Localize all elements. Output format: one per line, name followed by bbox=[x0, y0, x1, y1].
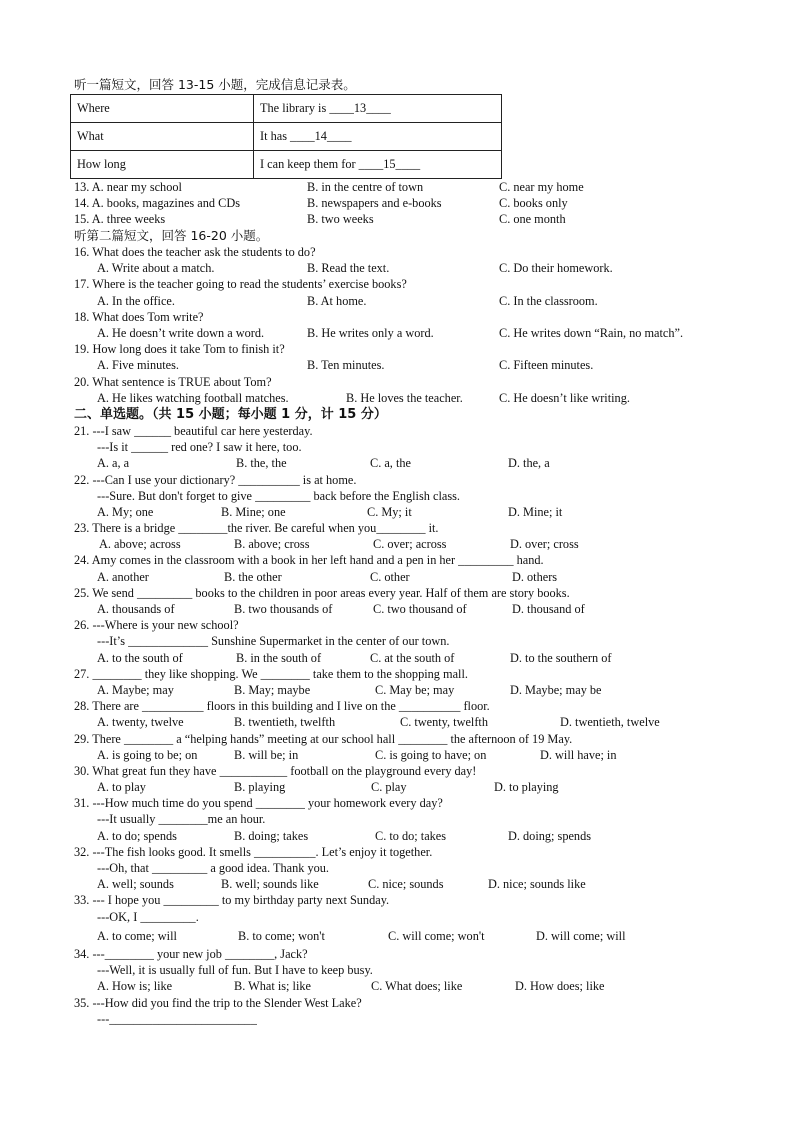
option-c: C. near my home bbox=[499, 180, 584, 194]
option-b: B. Ten minutes. bbox=[307, 358, 385, 373]
question-21-stem: 21. ---I saw ______ beautiful car here yesterday. bbox=[74, 423, 313, 438]
option-b: B. newspapers and e-books bbox=[307, 196, 442, 211]
question-17-stem: 17. Where is the teacher going to read the students’ exercise books? bbox=[74, 277, 407, 292]
question-29-options bbox=[74, 747, 734, 763]
option-c: C. two thousand of bbox=[373, 602, 467, 616]
question-31-options bbox=[74, 828, 734, 844]
option-d: D. thousand of bbox=[512, 602, 585, 616]
option-a: A. to the south of bbox=[97, 650, 183, 665]
option-a: A. Five minutes. bbox=[97, 358, 179, 373]
table-value-where: The library is ____13____ bbox=[254, 95, 502, 123]
question-35-stem: 35. ---How did you find the trip to the Slender West Lake? bbox=[74, 995, 362, 1010]
question-28-options bbox=[74, 714, 734, 730]
question-18-stem: 18. What does Tom write? bbox=[74, 309, 204, 324]
option-b: B. will be; in bbox=[234, 747, 299, 762]
question-29-stem: 29. There ________ a “helping hands” meeting at our school hall ________ the afternoon of 19 May. bbox=[74, 731, 573, 746]
option-a: A. another bbox=[97, 569, 149, 584]
option-a: A. above; across bbox=[99, 537, 181, 552]
question-13-options bbox=[74, 179, 734, 195]
option-b: B. the other bbox=[224, 569, 282, 584]
option-b: B. He writes only a word. bbox=[307, 326, 434, 340]
question-19-stem: 19. How long does it take Tom to finish it? bbox=[74, 342, 285, 357]
option-c: C. other bbox=[370, 569, 410, 584]
option-c: C. He writes down “Rain, no match”. bbox=[499, 326, 684, 340]
option-b: B. What is; like bbox=[234, 979, 311, 994]
question-26-options bbox=[74, 650, 734, 666]
question-25-stem: 25. We send _________ books to the children in poor areas every year. Half of them are story books. bbox=[74, 585, 570, 600]
question-18-options bbox=[74, 325, 734, 341]
question-23-stem: 23. There is a bridge ________the river. Be careful when you________ it. bbox=[74, 521, 439, 536]
option-a: A. Write about a match. bbox=[97, 261, 215, 276]
question-33-options bbox=[74, 928, 734, 944]
option-a: A. is going to be; on bbox=[97, 747, 198, 762]
question-25-options bbox=[74, 601, 734, 617]
option-b: B. playing bbox=[234, 780, 286, 795]
option-d: D. the, a bbox=[508, 456, 550, 471]
question-14-options bbox=[74, 195, 734, 211]
option-c: C. He doesn’t like writing. bbox=[499, 390, 630, 405]
option-c: C. over; across bbox=[373, 537, 447, 552]
option-d: D. Maybe; may be bbox=[510, 682, 602, 697]
option-b: B. in the centre of town bbox=[307, 180, 424, 194]
table-row bbox=[71, 95, 502, 123]
table-row bbox=[71, 151, 502, 179]
question-15-options bbox=[74, 211, 734, 227]
question-31-stem-2: ---It usually ________me an hour. bbox=[97, 812, 266, 827]
option-c: C. at the south of bbox=[370, 650, 455, 665]
option-a: A. a, a bbox=[97, 456, 130, 471]
option-d: D. doing; spends bbox=[508, 828, 592, 843]
question-33-stem-2: ---OK, I _________. bbox=[97, 909, 199, 924]
table-value-what: It has ____14____ bbox=[254, 123, 502, 151]
question-22-stem-2: ---Sure. But don't forget to give _________ back before the English class. bbox=[97, 488, 460, 503]
question-22-stem: 22. ---Can I use your dictionary? __________ is at home. bbox=[74, 472, 357, 487]
option-c: C. Fifteen minutes. bbox=[499, 358, 594, 373]
option-b: B. He loves the teacher. bbox=[346, 390, 463, 405]
option-d: D. to the southern of bbox=[510, 650, 612, 665]
option-a: A. Maybe; may bbox=[97, 682, 174, 697]
option-a: 15. A. three weeks bbox=[74, 212, 166, 227]
option-d: D. Mine; it bbox=[508, 504, 563, 519]
option-c: C. In the classroom. bbox=[499, 293, 598, 308]
part1-instruction: 听一篇短文，回答 13-15 小题，完成信息记录表。 bbox=[74, 77, 356, 92]
option-c: C. twenty, twelfth bbox=[400, 715, 488, 730]
option-b: B. two thousands of bbox=[234, 602, 333, 616]
option-b: B. the, the bbox=[236, 456, 287, 471]
option-a: 14. A. books, magazines and CDs bbox=[74, 196, 240, 211]
question-31-stem: 31. ---How much time do you spend ________ your homework every day? bbox=[74, 796, 443, 811]
question-17-options bbox=[74, 293, 734, 309]
option-c: C. May be; may bbox=[375, 682, 455, 697]
section-title: 二、单选题。（共 15 小题；每小题 1 分，计 15 分） bbox=[74, 406, 387, 422]
question-35-answer-line: ---________________________ bbox=[97, 1011, 257, 1026]
option-d: D. others bbox=[512, 569, 558, 584]
info-record-table bbox=[70, 94, 502, 179]
option-d: D. nice; sounds like bbox=[488, 877, 586, 892]
option-b: B. Read the text. bbox=[307, 261, 390, 276]
question-26-stem: 26. ---Where is your new school? bbox=[74, 618, 239, 633]
table-label-where: Where bbox=[71, 95, 254, 123]
question-32-stem: 32. ---The fish looks good. It smells __________. Let’s enjoy it together. bbox=[74, 844, 433, 859]
option-c: C. What does; like bbox=[371, 979, 463, 994]
question-19-options bbox=[74, 357, 734, 373]
question-16-options bbox=[74, 260, 734, 276]
exam-page bbox=[74, 76, 734, 1027]
option-b: B. May; maybe bbox=[234, 682, 311, 697]
option-b: B. to come; won't bbox=[238, 928, 325, 943]
option-d: D. twentieth, twelve bbox=[560, 715, 660, 730]
option-c: C. play bbox=[371, 780, 407, 795]
option-b: B. twentieth, twelfth bbox=[234, 715, 336, 730]
question-32-options bbox=[74, 876, 734, 892]
question-30-options bbox=[74, 779, 734, 795]
question-16-stem: 16. What does the teacher ask the students to do? bbox=[74, 245, 316, 260]
option-a: 13. A. near my school bbox=[74, 180, 182, 194]
question-20-stem: 20. What sentence is TRUE about Tom? bbox=[74, 374, 272, 389]
table-row bbox=[71, 123, 502, 151]
question-21-options bbox=[74, 455, 734, 471]
option-d: D. will have; in bbox=[540, 747, 617, 762]
question-30-stem: 30. What great fun they have ___________ football on the playground every day! bbox=[74, 763, 477, 778]
option-c: C. is going to have; on bbox=[375, 747, 487, 762]
option-d: D. How does; like bbox=[515, 979, 605, 994]
option-b: B. in the south of bbox=[236, 650, 322, 665]
question-24-options bbox=[74, 569, 734, 585]
question-23-options bbox=[74, 536, 734, 552]
option-b: B. doing; takes bbox=[234, 828, 309, 843]
option-b: B. At home. bbox=[307, 293, 367, 308]
option-c: C. Do their homework. bbox=[499, 261, 613, 276]
question-34-stem: 34. ---________ your new job ________, Jack? bbox=[74, 946, 308, 961]
option-c: C. nice; sounds bbox=[368, 877, 444, 892]
question-24-stem: 24. Amy comes in the classroom with a book in her left hand and a pen in her _________ hand. bbox=[74, 553, 544, 568]
option-a: A. In the office. bbox=[97, 293, 175, 308]
question-32-stem-2: ---Oh, that _________ a good idea. Thank you. bbox=[97, 861, 330, 875]
option-a: A. to come; will bbox=[97, 928, 177, 943]
option-a: A. How is; like bbox=[97, 979, 173, 994]
question-21-stem-2: ---Is it ______ red one? I saw it here, too. bbox=[97, 440, 302, 455]
option-d: D. will come; will bbox=[536, 928, 626, 943]
question-33-stem: 33. --- I hope you _________ to my birthday party next Sunday. bbox=[74, 893, 390, 908]
option-a: A. well; sounds bbox=[97, 877, 174, 892]
question-27-options bbox=[74, 682, 734, 698]
option-c: C. a, the bbox=[370, 456, 411, 471]
option-b: B. well; sounds like bbox=[221, 877, 319, 892]
option-d: D. to playing bbox=[494, 780, 559, 795]
question-34-options bbox=[74, 978, 734, 994]
table-label-how-long: How long bbox=[71, 151, 254, 179]
option-a: A. twenty, twelve bbox=[97, 715, 184, 730]
question-28-stem: 28. There are __________ floors in this building and I live on the __________ floor. bbox=[74, 699, 490, 714]
question-34-stem-2: ---Well, it is usually full of fun. But I have to keep busy. bbox=[97, 963, 373, 978]
option-b: B. Mine; one bbox=[221, 504, 286, 519]
option-a: A. to do; spends bbox=[97, 828, 177, 843]
table-label-what: What bbox=[71, 123, 254, 151]
option-b: B. two weeks bbox=[307, 212, 374, 227]
table-value-how-long: I can keep them for ____15____ bbox=[254, 151, 502, 179]
question-22-options bbox=[74, 504, 734, 520]
option-c: C. My; it bbox=[367, 504, 412, 519]
part2-instruction: 听第二篇短文，回答 16-20 小题。 bbox=[74, 227, 269, 243]
option-a: A. He likes watching football matches. bbox=[97, 390, 289, 405]
option-a: A. thousands of bbox=[97, 602, 175, 616]
option-c: C. will come; won't bbox=[388, 928, 485, 943]
option-c: C. one month bbox=[499, 212, 566, 227]
question-26-stem-2: ---It’s _____________ Sunshine Supermarket in the center of our town. bbox=[97, 634, 450, 649]
option-a: A. My; one bbox=[97, 504, 154, 519]
question-27-stem: 27. ________ they like shopping. We ________ take them to the shopping mall. bbox=[74, 666, 468, 681]
option-b: B. above; cross bbox=[234, 537, 310, 552]
question-20-options bbox=[74, 390, 734, 406]
option-a: A. He doesn’t write down a word. bbox=[97, 326, 265, 340]
option-a: A. to play bbox=[97, 780, 146, 795]
option-c: C. to do; takes bbox=[375, 828, 447, 843]
option-c: C. books only bbox=[499, 196, 568, 211]
option-d: D. over; cross bbox=[510, 537, 579, 552]
